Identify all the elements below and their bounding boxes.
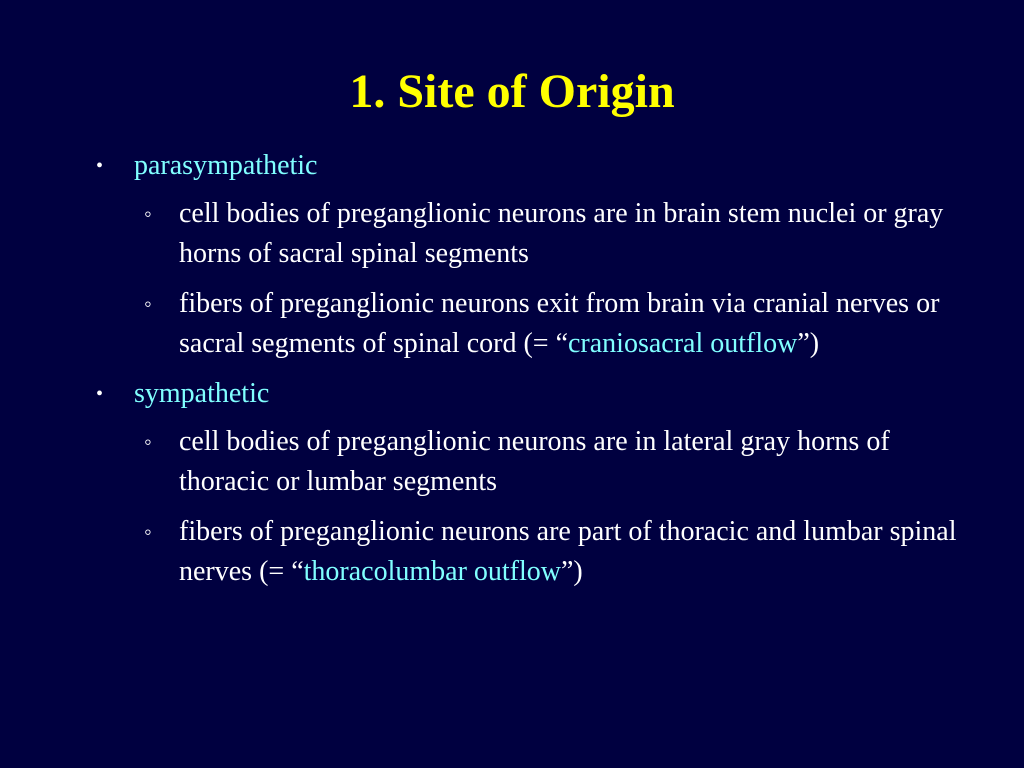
sub-bullet-parasympathetic-fibers <box>96 284 976 364</box>
sub-bullet-circle-icon: ◦ <box>144 429 152 454</box>
bullet-parasympathetic <box>96 146 976 186</box>
bullet-heading: sympathetic <box>134 378 270 409</box>
highlight-term-thoracolumbar: thoracolumbar outflow <box>303 556 561 587</box>
bullet-list <box>96 146 976 602</box>
bullet-heading: parasympathetic <box>134 150 318 181</box>
slide-title: 1. Site of Origin <box>349 65 675 118</box>
sub-bullet-text-after: ”) <box>797 328 820 359</box>
sub-bullet-text-before: fibers of preganglionic neurons are part of thoracic and lumbar spinal nerves (= “ <box>179 516 957 587</box>
sub-bullet-circle-icon: ◦ <box>144 519 152 544</box>
bullet-dot-icon: • <box>96 155 104 177</box>
sub-bullet-text: cell bodies of preganglionic neurons are in lateral gray horns of thoracic or lumbar segments <box>179 426 890 497</box>
sub-bullet-text-before: fibers of preganglionic neurons exit from brain via cranial nerves or sacral segments of spinal cord (= “ <box>179 288 940 359</box>
sub-bullet-text-after: ”) <box>561 556 583 587</box>
sub-bullet-circle-icon: ◦ <box>144 201 152 226</box>
bullet-sympathetic <box>96 374 976 414</box>
sub-bullet-sympathetic-fibers <box>96 512 976 592</box>
highlight-term-craniosacral: craniosacral outflow <box>568 328 798 359</box>
sub-bullet-parasympathetic-cell-bodies <box>96 194 976 274</box>
sub-bullet-text: cell bodies of preganglionic neurons are in brain stem nuclei or gray horns of sacral spinal segments <box>179 198 944 269</box>
sub-bullet-circle-icon: ◦ <box>144 291 152 316</box>
sub-bullet-sympathetic-cell-bodies <box>96 422 976 502</box>
bullet-dot-icon: • <box>96 383 104 405</box>
